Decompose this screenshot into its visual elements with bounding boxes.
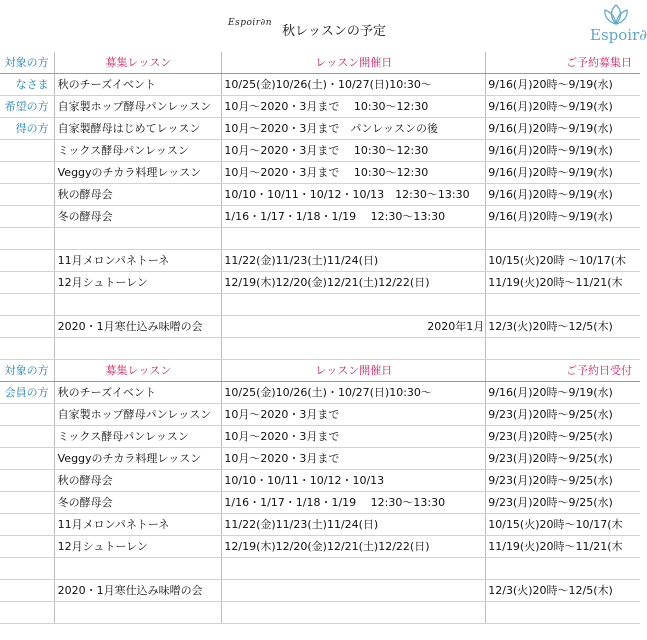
- cell-date[interactable]: 1/16・1/17・1/18・1/19 12:30〜13:30: [222, 206, 486, 228]
- cell-reservation[interactable]: [486, 558, 640, 580]
- cell-date[interactable]: 10/25(金)10/26(土)・10/27(日)10:30〜: [222, 74, 486, 96]
- cell-lesson[interactable]: 11月メロンパネトーネ: [54, 514, 222, 536]
- cell-reservation[interactable]: 10/15(火)20時 〜10/17(木: [486, 250, 640, 272]
- cell-date[interactable]: 10月〜2020・3月まで 10:30〜12:30: [222, 140, 486, 162]
- table-row: [0, 162, 640, 184]
- cell-lesson[interactable]: [54, 228, 222, 250]
- cell-reservation[interactable]: 9/16(月)20時〜9/19(水): [486, 206, 640, 228]
- cell-reservation[interactable]: 9/23(月)20時〜9/25(水): [486, 404, 640, 426]
- cell-lesson[interactable]: Veggyのチカラ料理レッスン: [54, 162, 222, 184]
- cell-date[interactable]: [222, 294, 486, 316]
- logo-text: Espoir∂: [590, 26, 647, 44]
- cell-lesson[interactable]: 12月シュトーレン: [54, 536, 222, 558]
- table-row: [0, 294, 640, 316]
- cell-reservation[interactable]: 9/16(月)20時〜9/19(水): [486, 74, 640, 96]
- cell-date[interactable]: [222, 558, 486, 580]
- cell-target[interactable]: [0, 316, 54, 338]
- cell-lesson[interactable]: 自家製ホップ酵母パンレッスン: [54, 96, 222, 118]
- cell-target[interactable]: [0, 558, 54, 580]
- header-cell-lesson[interactable]: 募集レッスン: [54, 52, 222, 74]
- header-cell-reservation[interactable]: ご予約募集日: [486, 52, 640, 74]
- cell-target[interactable]: [0, 206, 54, 228]
- cell-lesson[interactable]: ミックス酵母パンレッスン: [54, 140, 222, 162]
- cell-target[interactable]: [0, 404, 54, 426]
- cell-reservation[interactable]: 9/16(月)20時〜9/19(水): [486, 96, 640, 118]
- cell-reservation[interactable]: 9/16(月)20時〜9/19(水): [486, 118, 640, 140]
- cell-target[interactable]: [0, 184, 54, 206]
- table-row: [0, 404, 640, 426]
- table-row: [0, 558, 640, 580]
- cell-lesson[interactable]: 秋の酵母会: [54, 470, 222, 492]
- cell-date[interactable]: 12/19(木)12/20(金)12/21(土)12/22(日): [222, 272, 486, 294]
- schedule-table: [0, 52, 640, 624]
- cell-date[interactable]: [222, 228, 486, 250]
- cell-reservation[interactable]: 11/19(火)20時〜11/21(木: [486, 536, 640, 558]
- cell-lesson[interactable]: [54, 558, 222, 580]
- table-row: [0, 250, 640, 272]
- cell-target[interactable]: 得の方: [0, 118, 54, 140]
- table-row: [0, 118, 640, 140]
- cell-target[interactable]: [0, 448, 54, 470]
- table-row: [0, 272, 640, 294]
- cell-reservation[interactable]: 9/23(月)20時〜9/25(水): [486, 426, 640, 448]
- cell-date[interactable]: 12/19(木)12/20(金)12/21(土)12/22(日): [222, 536, 486, 558]
- table-row: [0, 514, 640, 536]
- cell-lesson[interactable]: Veggyのチカラ料理レッスン: [54, 448, 222, 470]
- cell-date[interactable]: 2020年1月: [222, 316, 486, 338]
- title-row: [0, 0, 647, 52]
- cell-date[interactable]: 10月〜2020・3月まで: [222, 404, 486, 426]
- cell-lesson[interactable]: 秋の酵母会: [54, 184, 222, 206]
- cell-lesson[interactable]: ミックス酵母パンレッスン: [54, 426, 222, 448]
- table-row: [0, 602, 640, 624]
- table-row: [0, 140, 640, 162]
- cell-reservation[interactable]: 9/16(月)20時〜9/19(水): [486, 140, 640, 162]
- table-row: [0, 470, 640, 492]
- cell-target[interactable]: [0, 272, 54, 294]
- table-row: [0, 206, 640, 228]
- table-row: [0, 382, 640, 404]
- cell-target[interactable]: 会員の方: [0, 382, 54, 404]
- header-cell-reservation[interactable]: ご予約日受付: [486, 360, 640, 382]
- table-row: [0, 426, 640, 448]
- header-cell-lesson[interactable]: 募集レッスン: [54, 360, 222, 382]
- cell-lesson[interactable]: 2020・1月寒仕込み味噌の会: [54, 580, 222, 602]
- cell-target[interactable]: [0, 228, 54, 250]
- table-header-row: [0, 360, 640, 382]
- cell-reservation[interactable]: [486, 228, 640, 250]
- cell-date[interactable]: 1/16・1/17・1/18・1/19 12:30〜13:30: [222, 492, 486, 514]
- cell-reservation[interactable]: 9/16(月)20時〜9/19(水): [486, 184, 640, 206]
- cell-target[interactable]: [0, 580, 54, 602]
- cell-date[interactable]: 10月〜2020・3月まで 10:30〜12:30: [222, 162, 486, 184]
- cell-target[interactable]: なさま: [0, 74, 54, 96]
- cell-target[interactable]: [0, 338, 54, 360]
- header-cell-target[interactable]: 対象の方: [0, 360, 54, 382]
- cell-target[interactable]: [0, 514, 54, 536]
- cell-date[interactable]: 10月〜2020・3月まで: [222, 426, 486, 448]
- cell-target[interactable]: [0, 602, 54, 624]
- cell-reservation[interactable]: 10/15(火)20時〜10/17(木: [486, 514, 640, 536]
- cell-lesson[interactable]: [54, 294, 222, 316]
- cell-target[interactable]: [0, 426, 54, 448]
- header-cell-date[interactable]: レッスン開催日: [222, 52, 486, 74]
- cell-target[interactable]: [0, 140, 54, 162]
- cell-reservation[interactable]: 12/3(火)20時〜12/5(木): [486, 580, 640, 602]
- cell-target[interactable]: [0, 162, 54, 184]
- cell-date[interactable]: 10/10・10/11・10/12・10/13: [222, 470, 486, 492]
- table-row: [0, 338, 640, 360]
- cell-reservation[interactable]: 9/23(月)20時〜9/25(水): [486, 470, 640, 492]
- cell-target[interactable]: [0, 492, 54, 514]
- table-row: [0, 536, 640, 558]
- cell-date[interactable]: 10月〜2020・3月まで 10:30〜12:30: [222, 96, 486, 118]
- cell-date[interactable]: 11/22(金)11/23(土)11/24(日): [222, 250, 486, 272]
- cell-reservation[interactable]: 9/23(月)20時〜9/25(水): [486, 492, 640, 514]
- espoir-logo: [590, 4, 647, 52]
- header-cell-date[interactable]: レッスン開催日: [222, 360, 486, 382]
- cell-reservation[interactable]: 9/16(月)20時〜9/19(水): [486, 382, 640, 404]
- table-row: [0, 448, 640, 470]
- table-row: [0, 316, 640, 338]
- cell-reservation[interactable]: 9/23(月)20時〜9/25(水): [486, 448, 640, 470]
- cell-date[interactable]: [222, 580, 486, 602]
- cell-date[interactable]: 10月〜2020・3月まで: [222, 448, 486, 470]
- cell-lesson[interactable]: 冬の酵母会: [54, 492, 222, 514]
- cell-date[interactable]: 10/25(金)10/26(土)・10/27(日)10:30〜: [222, 382, 486, 404]
- table-header-row: [0, 52, 640, 74]
- header-cell-target[interactable]: 対象の方: [0, 52, 54, 74]
- cell-target[interactable]: 希望の方: [0, 96, 54, 118]
- cell-reservation[interactable]: 11/19(火)20時〜11/21(木: [486, 272, 640, 294]
- cell-date[interactable]: 10月〜2020・3月まで パンレッスンの後: [222, 118, 486, 140]
- brand-wordmark: Espoir∂n: [228, 18, 272, 28]
- page-title: 秋レッスンの予定: [282, 24, 386, 39]
- cell-lesson[interactable]: 12月シュトーレン: [54, 272, 222, 294]
- cell-reservation[interactable]: 9/16(月)20時〜9/19(水): [486, 162, 640, 184]
- table-row: [0, 580, 640, 602]
- cell-reservation[interactable]: [486, 602, 640, 624]
- table-row: [0, 96, 640, 118]
- cell-lesson[interactable]: 自家製ホップ酵母パンレッスン: [54, 404, 222, 426]
- table-row: [0, 74, 640, 96]
- cell-reservation[interactable]: [486, 294, 640, 316]
- cell-date[interactable]: 10/10・10/11・10/12・10/13 12:30〜13:30: [222, 184, 486, 206]
- cell-lesson[interactable]: 秋のチーズイベント: [54, 382, 222, 404]
- cell-reservation[interactable]: [486, 338, 640, 360]
- table-row: [0, 228, 640, 250]
- cell-target[interactable]: [0, 250, 54, 272]
- cell-lesson[interactable]: 冬の酵母会: [54, 206, 222, 228]
- cell-date[interactable]: [222, 338, 486, 360]
- cell-target[interactable]: [0, 470, 54, 492]
- cell-target[interactable]: [0, 536, 54, 558]
- cell-lesson[interactable]: 2020・1月寒仕込み味噌の会: [54, 316, 222, 338]
- cell-lesson[interactable]: [54, 602, 222, 624]
- cell-date[interactable]: 11/22(金)11/23(土)11/24(日): [222, 514, 486, 536]
- cell-lesson[interactable]: [54, 338, 222, 360]
- cell-reservation[interactable]: 12/3(火)20時〜12/5(木): [486, 316, 640, 338]
- table-row: [0, 184, 640, 206]
- cell-lesson[interactable]: 11月メロンパネトーネ: [54, 250, 222, 272]
- schedule-grid: [0, 52, 640, 624]
- table-row: [0, 492, 640, 514]
- cell-date[interactable]: [222, 602, 486, 624]
- cell-target[interactable]: [0, 294, 54, 316]
- cell-lesson[interactable]: 自家製酵母はじめてレッスン: [54, 118, 222, 140]
- cell-lesson[interactable]: 秋のチーズイベント: [54, 74, 222, 96]
